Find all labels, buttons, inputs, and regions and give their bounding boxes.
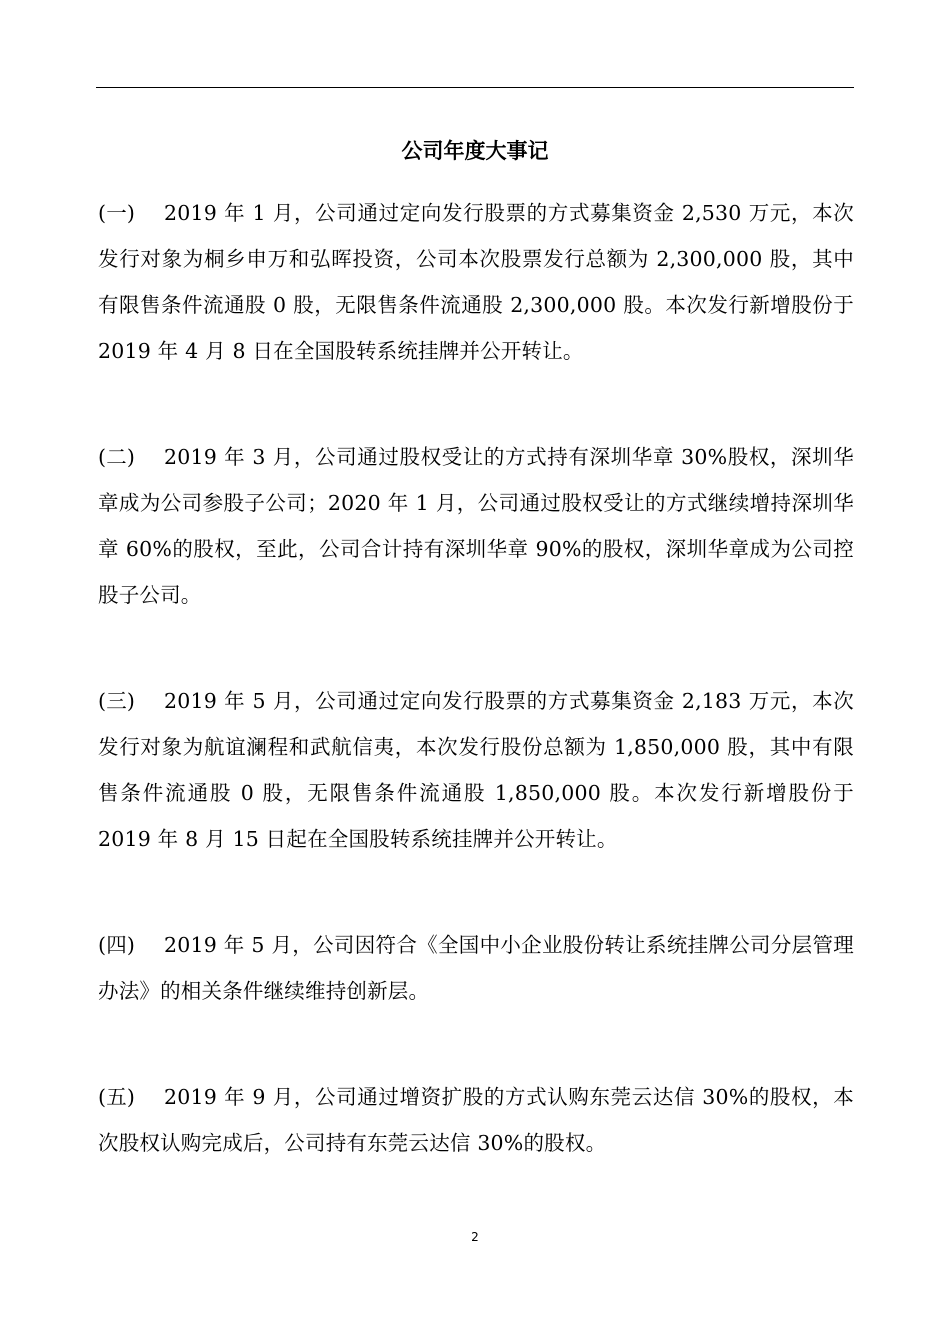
event-text: 2019 年 5 月，公司因符合《全国中小企业股份转让系统挂牌公司分层管理办法》的相关条件继续维持创新层。 [98, 933, 854, 1003]
event-marker: (五) [98, 1085, 136, 1109]
event-item-2 [98, 434, 854, 618]
event-text: 2019 年 9 月，公司通过增资扩股的方式认购东莞云达信 30%的股权，本次股权认购完成后，公司持有东莞云达信 30%的股权。 [98, 1085, 854, 1155]
page-title: 公司年度大事记 [401, 139, 549, 163]
event-item-4 [98, 922, 854, 1014]
header-rule [96, 87, 854, 88]
event-text: 2019 年 3 月，公司通过股权受让的方式持有深圳华章 30%股权，深圳华章成为公司参股子公司；2020 年 1 月，公司通过股权受让的方式继续增持深圳华章 60%的股权，至此，公司合计持有深圳华章 90%的股权，深圳华章成为公司控股子公司。 [98, 445, 854, 607]
page-number: 2 [471, 1230, 479, 1244]
events-list [98, 190, 854, 1226]
event-marker: (三) [98, 689, 136, 713]
event-text: 2019 年 5 月，公司通过定向发行股票的方式募集资金 2,183 万元，本次发行对象为航谊澜程和武航信夷，本次发行股份总额为 1,850,000 股，其中有限售条件流通股 0 股，无限售条件流通股 1,850,000 股。本次发行新增股份于 2019 年 8 月 15 日起在全国股转系统挂牌并公开转让。 [98, 689, 855, 851]
event-item-1 [98, 190, 854, 374]
event-text: 2019 年 1 月，公司通过定向发行股票的方式募集资金 2,530 万元，本次发行对象为桐乡申万和弘晖投资，公司本次股票发行总额为 2,300,000 股，其中有限售条件流通股 0 股，无限售条件流通股 2,300,000 股。本次发行新增股份于 2019 年 4 月 8 日在全国股转系统挂牌并公开转让。 [98, 201, 854, 363]
event-marker: (四) [98, 933, 136, 957]
event-marker: (一) [98, 201, 136, 225]
event-marker: (二) [98, 445, 136, 469]
event-item-5 [98, 1074, 854, 1166]
event-item-3 [98, 678, 854, 862]
